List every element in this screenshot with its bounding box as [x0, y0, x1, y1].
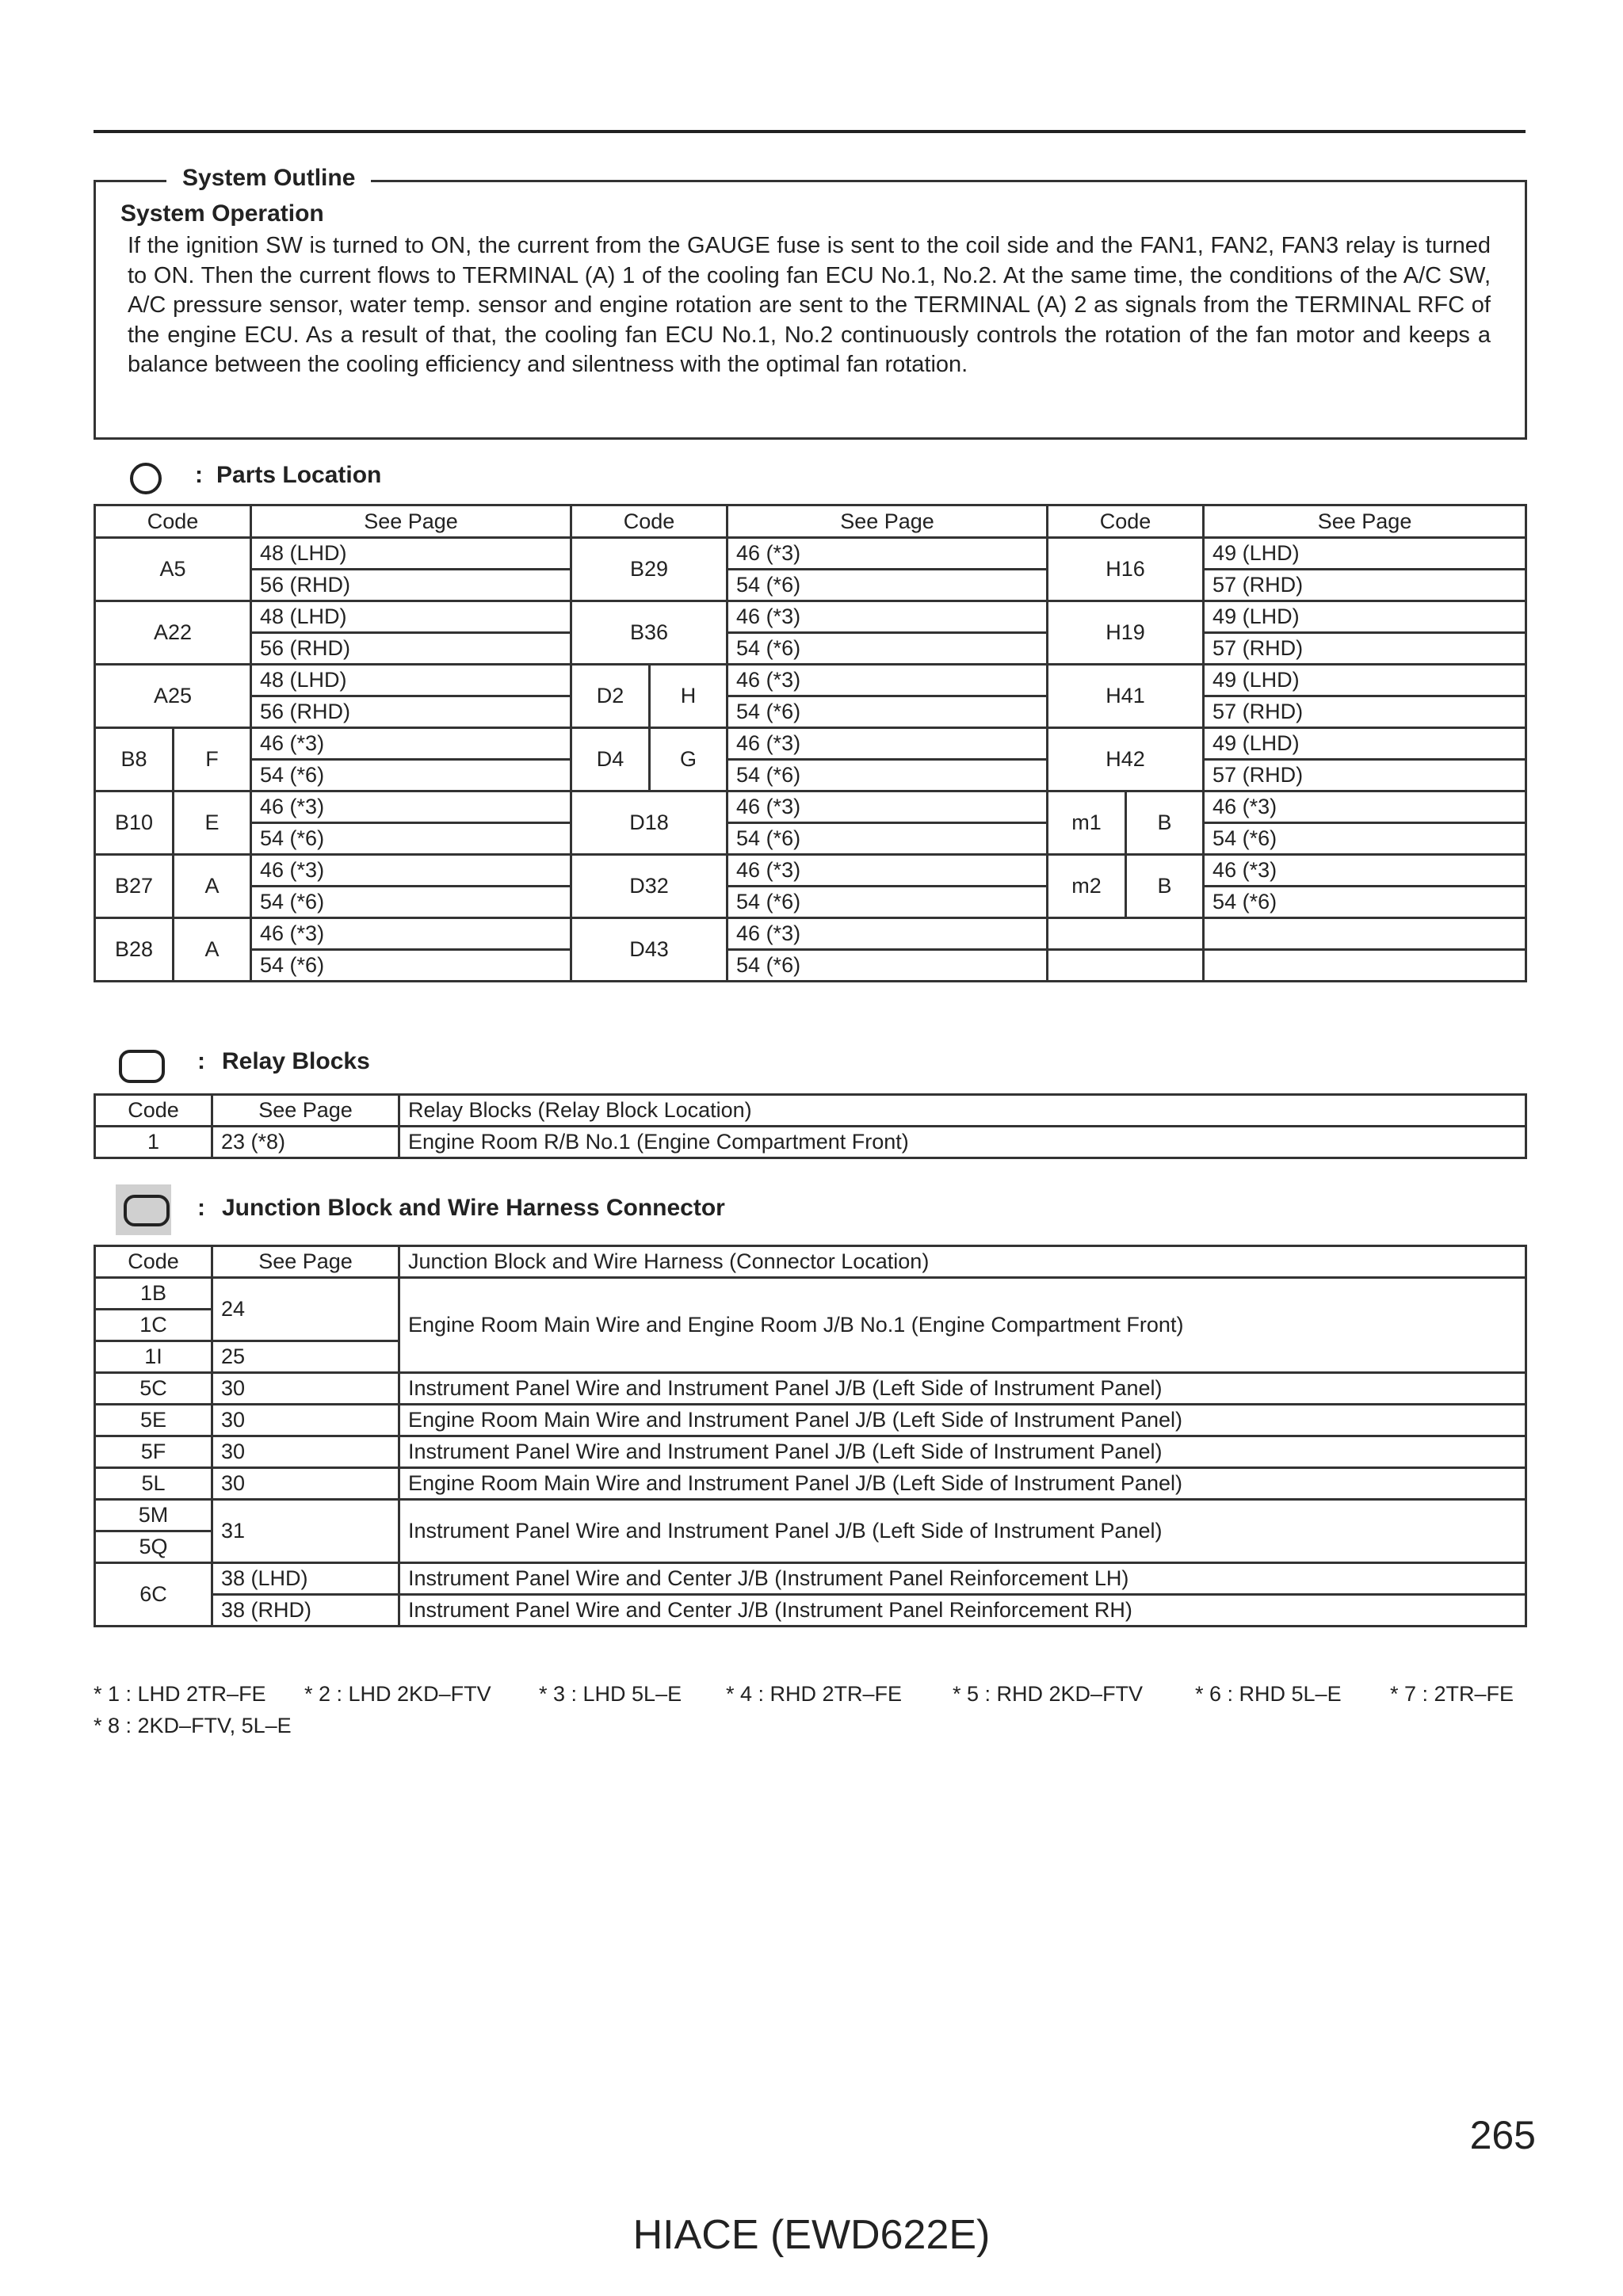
footnote: * 8 : 2KD–FTV, 5L–E	[94, 1714, 292, 1737]
footnote: * 3 : LHD 5L–E	[539, 1682, 682, 1706]
part-page: 46 (*3)	[1204, 791, 1526, 823]
empty-cell	[1204, 918, 1526, 950]
header-code: Code	[95, 1095, 212, 1127]
part-page: 54 (*6)	[251, 950, 571, 982]
junction-code: 5F	[95, 1436, 212, 1468]
relay-blocks-colon: :	[197, 1048, 205, 1074]
junction-page: 30	[212, 1405, 399, 1436]
part-page: 56 (RHD)	[251, 633, 571, 665]
part-code: B8	[95, 728, 174, 791]
part-page: 49 (LHD)	[1204, 665, 1526, 696]
part-page: 54 (*6)	[727, 633, 1048, 665]
part-page: 57 (RHD)	[1204, 570, 1526, 601]
part-sub-code: B	[1126, 855, 1204, 918]
part-page: 46 (*3)	[251, 918, 571, 950]
parts-location-title: Parts Location	[216, 462, 382, 488]
part-page: 56 (RHD)	[251, 570, 571, 601]
part-page: 49 (LHD)	[1204, 601, 1526, 633]
junction-code: 1B	[95, 1278, 212, 1310]
part-code: A5	[95, 538, 251, 601]
part-page: 48 (LHD)	[251, 538, 571, 570]
part-code: A25	[95, 665, 251, 728]
footnotes	[94, 1678, 1514, 1741]
part-page: 49 (LHD)	[1204, 728, 1526, 760]
junction-page: 30	[212, 1436, 399, 1468]
junction-page: 24	[212, 1278, 399, 1341]
part-sub-code: A	[174, 918, 251, 982]
page-number: 265	[1469, 2113, 1536, 2157]
junction-colon: :	[197, 1195, 205, 1221]
part-sub-code: A	[174, 855, 251, 918]
footnote: * 5 : RHD 2KD–FTV	[953, 1682, 1144, 1706]
part-code: B28	[95, 918, 174, 982]
header-relay-location: Relay Blocks (Relay Block Location)	[399, 1095, 1526, 1127]
part-code: D18	[571, 791, 727, 855]
empty-cell	[1048, 918, 1204, 950]
junction-description: Instrument Panel Wire and Instrument Panel J/B (Left Side of Instrument Panel)	[399, 1373, 1526, 1405]
part-page: 49 (LHD)	[1204, 538, 1526, 570]
part-code: H42	[1048, 728, 1204, 791]
footnote: * 4 : RHD 2TR–FE	[726, 1682, 903, 1706]
junction-code: 5E	[95, 1405, 212, 1436]
junction-description: Instrument Panel Wire and Center J/B (Instrument Panel Reinforcement LH)	[399, 1563, 1526, 1595]
header-code: Code	[95, 505, 251, 538]
part-page: 54 (*6)	[727, 823, 1048, 855]
part-page: 48 (LHD)	[251, 665, 571, 696]
empty-cell	[1048, 950, 1204, 982]
part-code: D32	[571, 855, 727, 918]
part-page: 54 (*6)	[727, 950, 1048, 982]
junction-page: 25	[212, 1341, 399, 1373]
footnote: * 1 : LHD 2TR–FE	[94, 1682, 266, 1706]
junction-code: 5L	[95, 1468, 212, 1500]
part-page: 54 (*6)	[251, 760, 571, 791]
part-code: H16	[1048, 538, 1204, 601]
footnote: * 2 : LHD 2KD–FTV	[304, 1682, 491, 1706]
junction-table	[94, 1245, 1527, 1627]
junction-description: Engine Room Main Wire and Instrument Panel J/B (Left Side of Instrument Panel)	[399, 1468, 1526, 1500]
header-see-page: See Page	[212, 1095, 399, 1127]
part-code: H19	[1048, 601, 1204, 665]
part-page: 54 (*6)	[1204, 823, 1526, 855]
header-code: Code	[1048, 505, 1204, 538]
part-page: 54 (*6)	[727, 887, 1048, 918]
part-page: 46 (*3)	[727, 855, 1048, 887]
part-sub-code: E	[174, 791, 251, 855]
system-outline-title: System Outline	[166, 162, 371, 194]
part-sub-code: H	[650, 665, 727, 728]
part-page: 57 (RHD)	[1204, 696, 1526, 728]
footnote: * 6 : RHD 5L–E	[1195, 1682, 1342, 1706]
part-page: 56 (RHD)	[251, 696, 571, 728]
part-page: 46 (*3)	[251, 791, 571, 823]
junction-code: 1C	[95, 1310, 212, 1341]
junction-code: 1I	[95, 1341, 212, 1373]
part-page: 46 (*3)	[251, 728, 571, 760]
junction-page: 31	[212, 1500, 399, 1563]
junction-page: 38 (LHD)	[212, 1563, 399, 1595]
header-connector-location: Junction Block and Wire Harness (Connector Location)	[399, 1246, 1526, 1278]
part-code: B27	[95, 855, 174, 918]
system-operation-text: If the ignition SW is turned to ON, the current from the GAUGE fuse is sent to the coil side and the FAN1, FAN2, FAN3 relay is turned to ON. Then the current flows to TERMINAL (A) 1 of the cooling fan ECU No.1, No.2. At the same time, the conditions of the A/C SW, A/C pressure sensor, water temp. sensor and engine rotation are sent to the TERMINAL (A) 2 as signals from the TERMINAL RFC of the engine ECU. As a result of that, the cooling fan ECU No.1, No.2 continuously controls the rotation of the fan motor and keeps a balance between the cooling efficiency and silentness with the optimal fan rotation.	[128, 233, 1491, 377]
header-see-page: See Page	[1204, 505, 1526, 538]
empty-cell	[1204, 950, 1526, 982]
part-code: B10	[95, 791, 174, 855]
header-see-page: See Page	[212, 1246, 399, 1278]
part-page: 57 (RHD)	[1204, 760, 1526, 791]
part-code: m1	[1048, 791, 1126, 855]
part-page: 54 (*6)	[727, 570, 1048, 601]
junction-code: 6C	[95, 1563, 212, 1627]
part-sub-code: B	[1126, 791, 1204, 855]
junction-description: Instrument Panel Wire and Instrument Panel J/B (Left Side of Instrument Panel)	[399, 1436, 1526, 1468]
part-page: 54 (*6)	[727, 696, 1048, 728]
part-code: B36	[571, 601, 727, 665]
relay-description: Engine Room R/B No.1 (Engine Compartment Front)	[399, 1127, 1526, 1158]
document-title: HIACE (EWD622E)	[632, 2212, 991, 2258]
part-code: D4	[571, 728, 650, 791]
part-page: 54 (*6)	[251, 887, 571, 918]
junction-description: Instrument Panel Wire and Center J/B (Instrument Panel Reinforcement RH)	[399, 1595, 1526, 1627]
junction-description: Engine Room Main Wire and Instrument Panel J/B (Left Side of Instrument Panel)	[399, 1405, 1526, 1436]
junction-page: 30	[212, 1468, 399, 1500]
parts-location-circle-icon	[130, 463, 162, 494]
part-code: A22	[95, 601, 251, 665]
part-code: m2	[1048, 855, 1126, 918]
part-page: 46 (*3)	[727, 538, 1048, 570]
part-page: 54 (*6)	[727, 760, 1048, 791]
header-see-page: See Page	[727, 505, 1048, 538]
part-page: 46 (*3)	[727, 918, 1048, 950]
relay-blocks-table	[94, 1093, 1527, 1159]
junction-page: 38 (RHD)	[212, 1595, 399, 1627]
header-code: Code	[571, 505, 727, 538]
relay-page: 23 (*8)	[212, 1127, 399, 1158]
junction-code: 5Q	[95, 1531, 212, 1563]
part-page: 46 (*3)	[251, 855, 571, 887]
part-code: D2	[571, 665, 650, 728]
header-code: Code	[95, 1246, 212, 1278]
parts-location-table	[94, 504, 1527, 982]
part-sub-code: F	[174, 728, 251, 791]
junction-title: Junction Block and Wire Harness Connector	[222, 1195, 725, 1221]
footnote: * 7 : 2TR–FE	[1390, 1682, 1514, 1706]
junction-page: 30	[212, 1373, 399, 1405]
part-page: 46 (*3)	[727, 791, 1048, 823]
junction-block-icon	[124, 1195, 170, 1226]
header-see-page: See Page	[251, 505, 571, 538]
relay-block-icon	[119, 1050, 165, 1083]
junction-code: 5M	[95, 1500, 212, 1531]
relay-code: 1	[95, 1127, 212, 1158]
part-page: 54 (*6)	[251, 823, 571, 855]
junction-code: 5C	[95, 1373, 212, 1405]
part-page: 46 (*3)	[727, 665, 1048, 696]
parts-location-colon: :	[195, 462, 203, 488]
part-page: 46 (*3)	[727, 601, 1048, 633]
system-operation-heading: System Operation	[120, 200, 324, 227]
part-page: 54 (*6)	[1204, 887, 1526, 918]
part-page: 46 (*3)	[727, 728, 1048, 760]
part-page: 57 (RHD)	[1204, 633, 1526, 665]
top-rule	[94, 130, 1526, 133]
part-code: H41	[1048, 665, 1204, 728]
part-page: 46 (*3)	[1204, 855, 1526, 887]
part-code: B29	[571, 538, 727, 601]
junction-description: Engine Room Main Wire and Engine Room J/B No.1 (Engine Compartment Front)	[399, 1278, 1526, 1373]
junction-description: Instrument Panel Wire and Instrument Panel J/B (Left Side of Instrument Panel)	[399, 1500, 1526, 1563]
part-page: 48 (LHD)	[251, 601, 571, 633]
relay-blocks-title: Relay Blocks	[222, 1048, 370, 1074]
part-sub-code: G	[650, 728, 727, 791]
part-code: D43	[571, 918, 727, 982]
